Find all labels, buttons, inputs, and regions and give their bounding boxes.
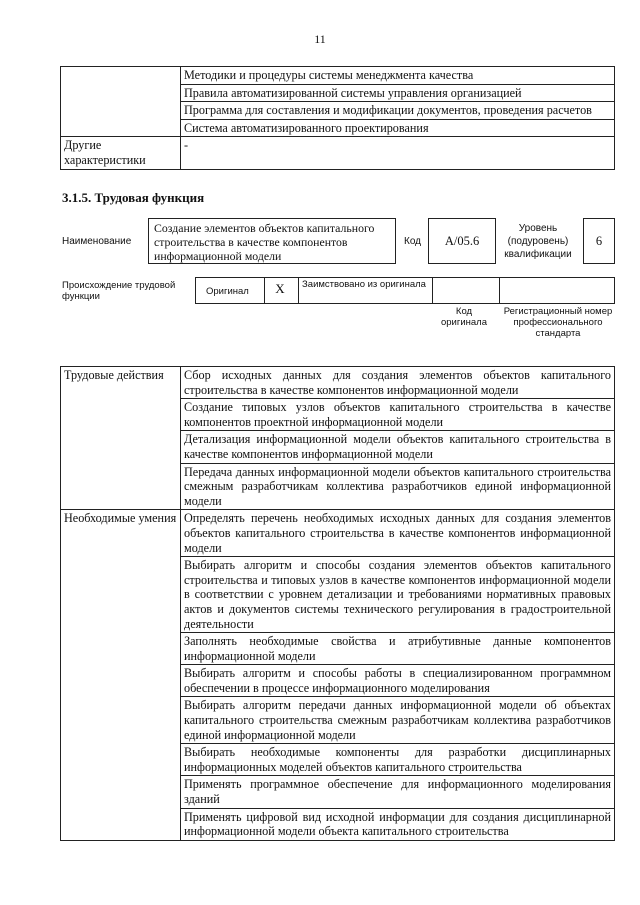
borrowed-label: Заимствовано из оригинала [302,279,426,290]
table-cell: Определять перечень необходимых исходных данных для создания элементов объектов капитального строительства в качестве компонентов информационной модели [181,510,615,557]
code-value-box [428,218,496,264]
actions-table [60,366,615,841]
name-value: Создание элементов объектов капитального строительства в качестве компонентов информационной модели [154,221,375,263]
level-label: Уровень (подуровень) квалификации [504,223,572,260]
original-mark: X [275,281,285,296]
row-label: Другие характеристики [61,137,181,169]
table-cell: - [181,137,615,169]
table-row [61,67,615,85]
table-cell: Правила автоматизированной системы управления организацией [181,84,615,102]
table-cell: Применять программное обеспечение для информационного моделирования зданий [181,776,615,808]
row-label [61,67,181,137]
top-characteristics-table [60,66,615,170]
table-cell: Программа для составления и модификации документов, проведения расчетов [181,102,615,120]
original-label: Оригинал [206,286,249,297]
origin-label: Происхождение трудовой функции [62,280,176,302]
table-row [61,137,615,169]
table-cell: Сбор исходных данных для создания элементов объектов капитального строительства в качестве компонентов информационной модели [181,367,615,399]
section-heading: 3.1.5. Трудовая функция [62,190,205,205]
table-cell: Выбирать алгоритм и способы работы в специализированном программном обеспечении в процессе информационного моделирования [181,665,615,697]
table-row [61,367,615,399]
table-cell: Применять цифровой вид исходной информации для создания дисциплинарной информационной модели объекта капитального строительства [181,808,615,840]
table-cell: Выбирать алгоритм передачи данных информационной модели об объектах капитального строительства смежным разработчикам коллектива разработчиков единой информационной модели [181,697,615,744]
table-cell: Методики и процедуры системы менеджмента качества [181,67,615,85]
table-cell: Передача данных информационной модели объектов капитального строительства смежным разработчикам коллектива разработчиков единой информационной модели [181,463,615,510]
table-cell: Заполнять необходимые свойства и атрибутивные данные компонентов информационной модели [181,633,615,665]
name-value-box [148,218,396,264]
code-label: Код [404,236,422,247]
code-caption: Код оригинала [440,306,487,328]
page-number: 11 [314,32,326,46]
row-label: Трудовые действия [61,367,181,510]
table-cell: Выбирать алгоритм и способы создания элементов объектов капитального строительства и типовых узлов в качестве компонентов информационной модели в соответствии с уровнем детализации и требованиями нормативных правовых актов и документов системы технического регулирования в градостроительной деятельности [181,557,615,633]
level-value: 6 [595,234,603,248]
name-label: Наименование [62,236,132,247]
code-value: A/05.6 [444,234,480,248]
table-cell: Система автоматизированного проектирования [181,119,615,137]
table-cell: Выбирать необходимые компоненты для разработки дисциплинарных информационных моделей объектов капитального строительства [181,744,615,776]
row-label: Необходимые умения [61,510,181,840]
level-value-box [583,218,615,264]
table-cell: Создание типовых узлов объектов капитального строительства в качестве компонентов проектной информационной модели [181,399,615,431]
reg-caption: Регистрационный номер профессионального стандарта [503,306,613,339]
table-row [61,510,615,557]
table-cell: Детализация информационной модели объектов капитального строительства в качестве компонентов информационной модели [181,431,615,463]
